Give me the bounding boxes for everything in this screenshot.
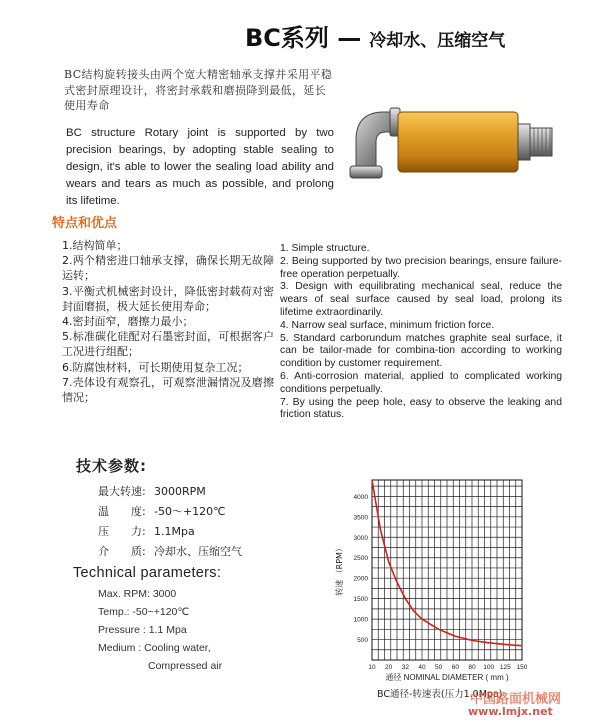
y-tick-label: 3000 bbox=[353, 534, 368, 542]
feature-cn-item: 4.密封面窄，磨擦力最小； bbox=[62, 315, 194, 329]
title-sub: 冷却水、压缩空气 bbox=[369, 31, 506, 51]
chart-caption: BC通径-转速表(压力1.0Mpa) bbox=[377, 689, 503, 700]
param-label: 压 力: bbox=[98, 525, 146, 538]
feature-en-item: 1. Simple structure. bbox=[280, 243, 370, 254]
feature-en-item: 5. Standard carborundum matches graphite seal surface, it can be tailor-made for combina-tion according to working condition by customer requirement. bbox=[280, 332, 562, 370]
x-tick-label: 32 bbox=[401, 664, 409, 671]
y-tick-label: 4000 bbox=[353, 493, 368, 501]
feature-cn-item: 2.两个精密进口轴承支撑，确保长期无故障运转； bbox=[62, 254, 274, 283]
param-en-row: Pressure : 1.1 Mpa bbox=[98, 624, 187, 636]
tech-params-cn bbox=[98, 482, 242, 562]
features-en-list bbox=[280, 243, 562, 422]
y-tick-label: 1500 bbox=[353, 596, 368, 604]
x-tick-label: 80 bbox=[468, 664, 476, 671]
param-label: 最大转速: bbox=[98, 485, 146, 498]
feature-en-item: 4. Narrow seal surface, minimum friction force. bbox=[280, 319, 495, 331]
x-tick-label: 125 bbox=[499, 664, 511, 671]
param-row-temp bbox=[98, 502, 242, 522]
feature-en-item: 3. Design with equilibrating mechanical seal, reduce the wears of seal surface caused by seal load, prolong its lifetime extraordinarily. bbox=[280, 281, 562, 318]
y-axis-label: 转速 （RPM） bbox=[335, 544, 344, 596]
x-tick-label: 150 bbox=[516, 664, 528, 671]
y-tick-label: 500 bbox=[357, 637, 368, 645]
y-tick-label: 2500 bbox=[353, 555, 368, 563]
watermark-url: www.lmjx.net bbox=[468, 705, 553, 718]
param-value: -50～+120℃ bbox=[154, 505, 226, 518]
features-cn-list bbox=[62, 238, 274, 405]
param-value: 3000RPM bbox=[154, 485, 206, 498]
feature-en-item: 2. Being supported by two precision bearings, ensure failure-free operation perpetually. bbox=[280, 255, 562, 280]
watermark-text: 中国路面机械网 bbox=[470, 692, 562, 707]
param-en-row: Temp.: -50~+120℃ bbox=[98, 606, 190, 618]
feature-cn-item: 5.标准碳化硅配对石墨密封面，可根据客户工况进行组配； bbox=[62, 330, 274, 359]
param-row-rpm bbox=[98, 482, 242, 502]
feature-cn-item: 3.平衡式机械密封设计，降低密封载荷对密封面磨损，极大延长使用寿命； bbox=[62, 284, 274, 313]
tech-params-en-heading: Technical parameters: bbox=[73, 565, 222, 581]
tech-params-en bbox=[98, 585, 222, 675]
x-tick-label: 10 bbox=[368, 664, 376, 671]
param-value: 1.1Mpa bbox=[154, 525, 195, 538]
feature-en-item: 7. By using the peep hole, easy to observe the leaking and friction status. bbox=[280, 396, 562, 421]
param-label: 介 质: bbox=[98, 545, 146, 558]
rpm-chart bbox=[330, 470, 540, 700]
param-en-row: Medium : Cooling water, bbox=[98, 642, 211, 654]
x-tick-label: 50 bbox=[435, 664, 443, 671]
param-en-row: Max. RPM: 3000 bbox=[98, 588, 177, 600]
intro-en: BC structure Rotary joint is supported by two precision bearings, by adopting stable sealing to design, it's able to lower the sealing load ability and wears and tears as much as possible, and prolong its lifetime. bbox=[66, 127, 334, 207]
y-tick-label: 3500 bbox=[353, 514, 368, 522]
x-tick-label: 100 bbox=[483, 664, 495, 671]
feature-cn-item: 1.结构简单； bbox=[62, 239, 128, 252]
intro-cn: BC结构旋转接头由两个宽大精密轴承支撑并采用平稳式密封原理设计，将密封承载和磨损降到最低，延长使用寿命 bbox=[64, 68, 333, 112]
x-tick-label: 60 bbox=[451, 664, 459, 671]
param-label: 温 度: bbox=[98, 505, 146, 518]
x-axis-label: 通径 NOMINAL DIAMETER ( mm ) bbox=[385, 673, 509, 682]
features-heading: 特点和优点 bbox=[52, 216, 118, 231]
y-tick-label: 1000 bbox=[353, 616, 368, 624]
rotary-joint-photo bbox=[348, 90, 558, 185]
x-tick-label: 20 bbox=[385, 664, 393, 671]
param-row-medium bbox=[98, 542, 242, 562]
tech-params-cn-heading: 技术参数: bbox=[76, 457, 147, 475]
param-en-row: Compressed air bbox=[148, 660, 223, 672]
page-title bbox=[245, 18, 505, 53]
y-tick-label: 2000 bbox=[353, 575, 368, 583]
param-row-pressure bbox=[98, 522, 242, 542]
feature-en-item: 6. Anti-corrosion material, applied to complicated working conditions perpetually. bbox=[280, 370, 562, 395]
feature-cn-item: 7.壳体设有观察孔，可观察泄漏情况及磨擦情况； bbox=[62, 375, 274, 405]
param-value: 冷却水、压缩空气 bbox=[154, 545, 242, 558]
title-main: BC系列 — bbox=[245, 24, 362, 52]
x-tick-label: 40 bbox=[418, 664, 426, 671]
feature-cn-item: 6.防腐蚀材料，可长期使用复杂工况； bbox=[62, 360, 249, 374]
